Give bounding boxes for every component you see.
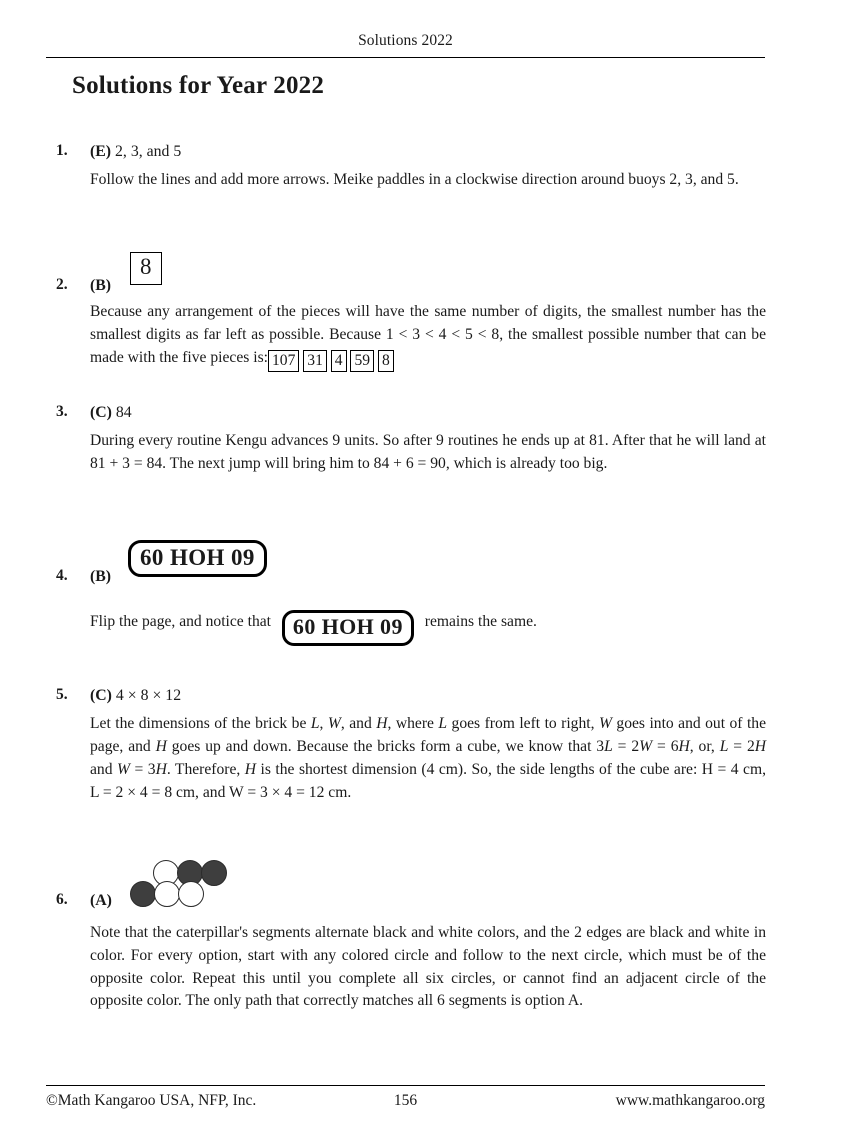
page-footer [46,1092,765,1116]
problem-5-number: 5. [56,686,68,703]
footer-page-number: 156 [393,1092,418,1109]
caterpillar-circle-bottom-3 [178,881,204,907]
problem-5-explanation: Let the dimensions of the brick be L, W, and H, where L goes from left to right, W goes into and out of the page, and H goes up and down. Because the bricks form a cube, we know that 3L = 2W = 6H, or, L = 2H and W = 3H. Therefore, H is the shortest dimension (4 cm). So, the side lengths of the cube are: H = 4 cm, L = 2 × 4 = 8 cm, and W = 3 × 4 = 12 cm. [90,715,767,801]
problem-2-answer-tile: 8 [130,252,162,285]
problem-3-number: 3. [56,403,68,420]
problem-2-tile-5: 8 [378,350,394,372]
problem-6-explanation: Note that the caterpillar's segments alternate black and white colors, and the 2 edges are black and white in color. For every option, start with any colored circle and follow to the next circle, which must be of the opposite color. Repeat this until you complete all six circles, or cannot find an adjacent circle of the opposite color. The only path that correctly matches all 6 segments is option A. [90,924,766,1010]
problem-4-explanation [90,610,766,646]
problem-3-choice: (C) [90,404,112,421]
caterpillar-circle-bottom-2 [154,881,180,907]
running-header: Solutions 2022 [358,32,453,49]
problem-1-number: 1. [56,142,68,159]
problem-2-tile-3: 4 [331,350,347,372]
problem-3-answer [90,403,766,423]
problem-4 [56,540,766,646]
problem-2-tile-2: 31 [303,350,327,372]
problem-1 [56,142,766,192]
problem-3-explanation: During every routine Kengu advances 9 units. So after 9 routines he ends up at 81. After that he will land at 81 + 3 = 84. The next jump will bring him to 84 + 6 = 90, which is already too big. [90,432,766,472]
problem-4-choice: (B) [90,568,112,585]
problem-5-choice: (C) [90,687,112,704]
problem-2-explanation [90,301,766,372]
problem-6-choice: (A) [90,892,112,909]
problem-4-license-plate-inline: 60 HOH 09 [282,610,414,646]
problem-4-text-before: Flip the page, and notice that [90,613,272,630]
problem-4-answer [90,540,766,592]
caterpillar-figure [130,860,212,908]
problem-3 [56,403,766,476]
problem-2 [56,252,766,372]
footer-copyright: ©Math Kangaroo USA, NFP, Inc. [46,1092,257,1109]
footer-website: www.mathkangaroo.org [615,1092,765,1109]
problem-4-number: 4. [56,567,68,584]
problem-5-answer [90,686,766,706]
problem-4-license-plate: 60 HOH 09 [128,540,267,577]
problem-2-choice: (B) [90,277,112,294]
caterpillar-circle-top-3 [201,860,227,886]
problem-1-explanation: Follow the lines and add more arrows. Meike paddles in a clockwise direction around buoys 2, 3, and 5. [90,171,739,189]
problem-1-answer [90,142,766,162]
problem-6-number: 6. [56,891,68,908]
problem-2-tile-1: 107 [268,350,299,372]
page-title: Solutions for Year 2022 [72,72,325,99]
problem-2-number: 2. [56,276,68,293]
problem-2-explanation-text: Because any arrangement of the pieces will have the same number of digits, the smallest number has the smallest digits as far left as possible. Because 1 < 3 < 4 < 5 < 8, the smallest possible number that can be made with the five pieces is: [90,303,766,366]
problem-3-answer-text: 84 [115,404,132,421]
problem-6 [56,860,766,1013]
problem-5-answer-text: 4 × 8 × 12 [115,687,182,704]
problem-6-answer [90,860,766,912]
problem-2-tile-4: 59 [350,350,374,372]
problem-2-answer [90,252,766,298]
footer-rule [46,1085,765,1086]
problem-5 [56,686,766,804]
problem-1-answer-text: 2, 3, and 5 [115,143,182,160]
header-rule [46,57,765,58]
problem-4-text-after: remains the same. [424,613,537,630]
problem-1-choice: (E) [90,143,112,160]
caterpillar-circle-bottom-1 [130,881,156,907]
